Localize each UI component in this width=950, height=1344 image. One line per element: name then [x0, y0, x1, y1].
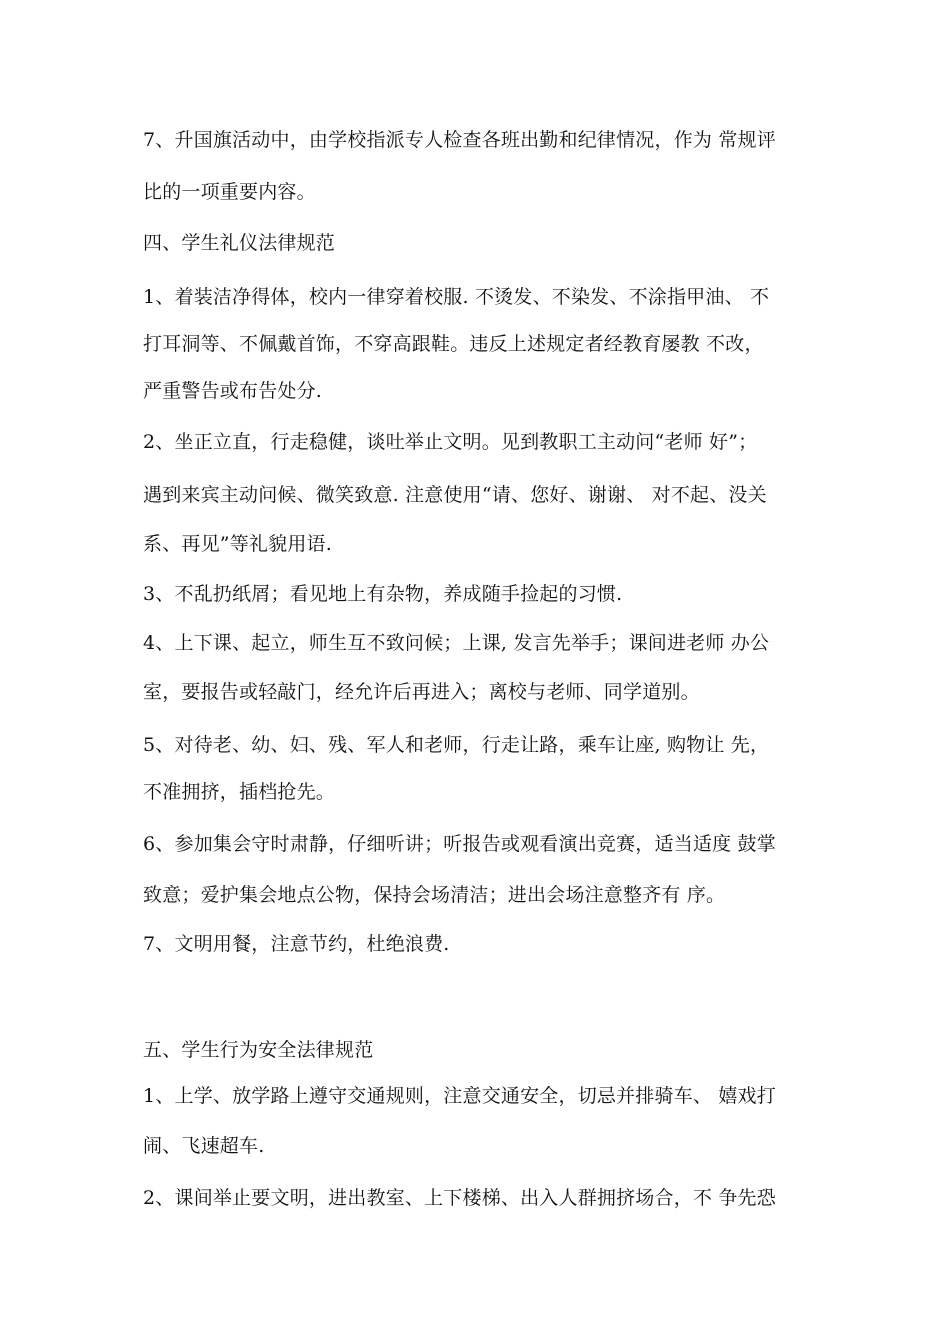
safety-rule-2-line-1: 2、课间举止要文明，进出教室、上下楼梯、出入人群拥挤场合，不 争先恐	[143, 1187, 776, 1209]
safety-rule-1-line-1: 1、上学、放学路上遵守交通规则，注意交通安全，切忌并排骑车、 嬉戏打	[143, 1085, 776, 1107]
safety-rule-1-line-2: 闹、飞速超车.	[143, 1135, 265, 1157]
item-7-line-1: 7、升国旗活动中，由学校指派专人检查各班出勤和纪律情况，作为 常规评	[143, 129, 776, 151]
rule-1-line-3: 严重警告或布告处分.	[143, 380, 323, 402]
rule-3-line-1: 3、不乱扔纸屑；看见地上有杂物，养成随手捡起的习惯.	[143, 583, 623, 605]
rule-2-line-3: 系、再见”等礼貌用语.	[143, 533, 332, 555]
rule-2-line-2: 遇到来宾主动问候、微笑致意. 注意使用“请、您好、谢谢、 对不起、没关	[143, 484, 767, 506]
rule-2-line-1: 2、坐正立直，行走稳健，谈吐举止文明。见到教职工主动问“老师 好”；	[143, 431, 758, 453]
item-7-line-2: 比的一项重要内容。	[143, 181, 316, 203]
rule-5-line-1: 5、对待老、幼、妇、残、军人和老师，行走让路，乘车让座, 购物让 先，	[143, 734, 770, 756]
rule-5-line-2: 不准拥挤，插档抢先。	[143, 781, 336, 803]
rule-6-line-1: 6、参加集会守时肃静，仔细听讲；听报告或观看演出竞赛，适当适度 鼓掌	[143, 833, 776, 855]
rule-1-line-1: 1、着装洁净得体，校内一律穿着校服. 不烫发、不染发、不涂指甲油、 不	[143, 286, 770, 308]
rule-7-line-1: 7、文明用餐，注意节约，杜绝浪费.	[143, 933, 450, 955]
section-4-heading: 四、学生礼仪法律规范	[143, 232, 336, 254]
rule-1-line-2: 打耳洞等、不佩戴首饰，不穿高跟鞋。违反上述规定者经教育屡教 不改，	[143, 333, 764, 355]
rule-4-line-2: 室，要报告或轻敲门，经允许后再进入；离校与老师、同学道别。	[143, 681, 700, 703]
rule-6-line-2: 致意；爱护集会地点公物，保持会场清洁；进出会场注意整齐有 序。	[143, 884, 726, 906]
section-5-heading: 五、学生行为安全法律规范	[143, 1039, 374, 1061]
rule-4-line-1: 4、上下课、起立，师生互不致问候；上课, 发言先举手；课间进老师 办公	[143, 632, 770, 654]
